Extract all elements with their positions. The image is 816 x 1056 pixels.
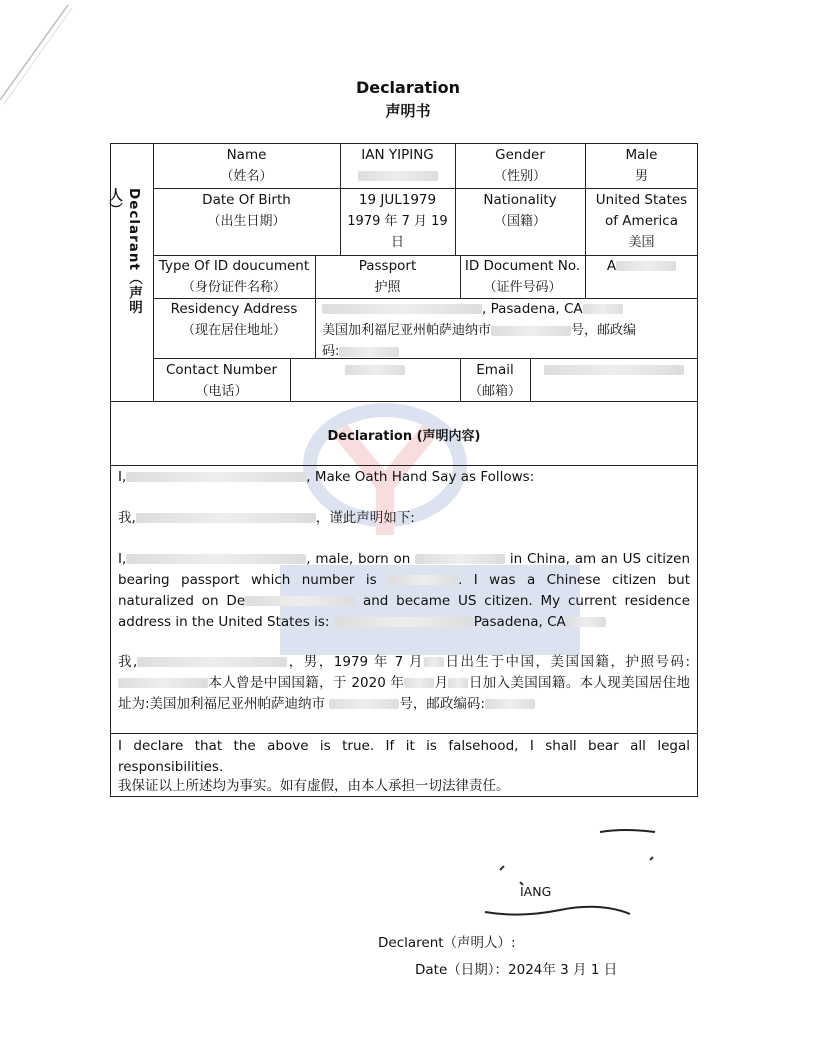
assurance-en: I declare that the above is true. If it is falsehood, I shall bear all legal responsibilities. [118,738,690,775]
declaration-section-title: Declaration (声明内容) [327,429,481,444]
redacted-id-no [616,261,676,271]
id-no-value: A [585,256,698,277]
gender-value: Male 男 [625,147,658,184]
redacted-name-zh [358,171,438,181]
id-no-label: ID Document No. （证件号码） [464,258,581,295]
document-title: Declaration [355,78,461,97]
id-type-label: Type Of ID doucument （身份证件名称） [158,258,310,295]
nationality-label: Nationality （国籍） [483,192,557,229]
dob-label: Date Of Birth （出生日期） [202,192,291,229]
declarant-signature-line: Declarent（声明人）: [378,935,516,951]
address-value: , Pasadena, CA 美国加利福尼亚州帕萨迪纳市 号，邮政编 码: [322,301,637,359]
oath-en: I, , Make Oath Hand Say as Follows: [118,469,535,485]
handwritten-signature [460,820,680,930]
email-label: Email （邮箱） [468,362,521,399]
contact-label: Contact Number （电话） [165,362,278,399]
gender-label: Gender （性别） [493,147,546,184]
signature-text: IANG [520,884,552,899]
redacted-street [322,304,482,314]
id-type-value: Passport 护照 [358,258,417,295]
address-label: Residency Address （现在居住地址） [170,301,298,338]
name-label: Name （姓名） [220,147,273,184]
declaration-paragraph-zh: 我, ，男，1979 年 7 月 日出生于中国，美国国籍，护照号码: 本人曾是中国国籍，于 2020 年 月 日加入美国国籍。本人现美国居住地址为:美国加利福尼亚州帕萨迪纳市 号，邮政编码: [118,654,691,712]
contact-value [290,360,460,381]
dob-value: 19 JUL1979 1979 年 7 月 19 日 [347,192,448,250]
email-value [530,360,698,381]
name-value: IAN YIPING [340,145,455,187]
declaration-date: Date（日期）：2024年 3 月 1 日 [415,962,618,978]
declarant-side-label: Declarant（声明人） [106,188,142,315]
nationality-value: United States of America 美国 [595,192,688,250]
assurance-zh: 我保证以上所述均为事实。如有虚假，由本人承担一切法律责任。 [118,778,510,794]
redacted-email [544,365,684,375]
oath-zh: 我, ，谨此声明如下: [118,510,415,526]
redacted-phone [345,365,405,375]
document-title-zh: 声明书 [385,102,431,120]
declaration-paragraph-en: I, , male, born on in China, am an US citizen bearing passport which number is . I was a Chinese citizen but naturalized on De and became US citizen. My current residence address in the United States is: Pasadena, CA [118,551,691,630]
